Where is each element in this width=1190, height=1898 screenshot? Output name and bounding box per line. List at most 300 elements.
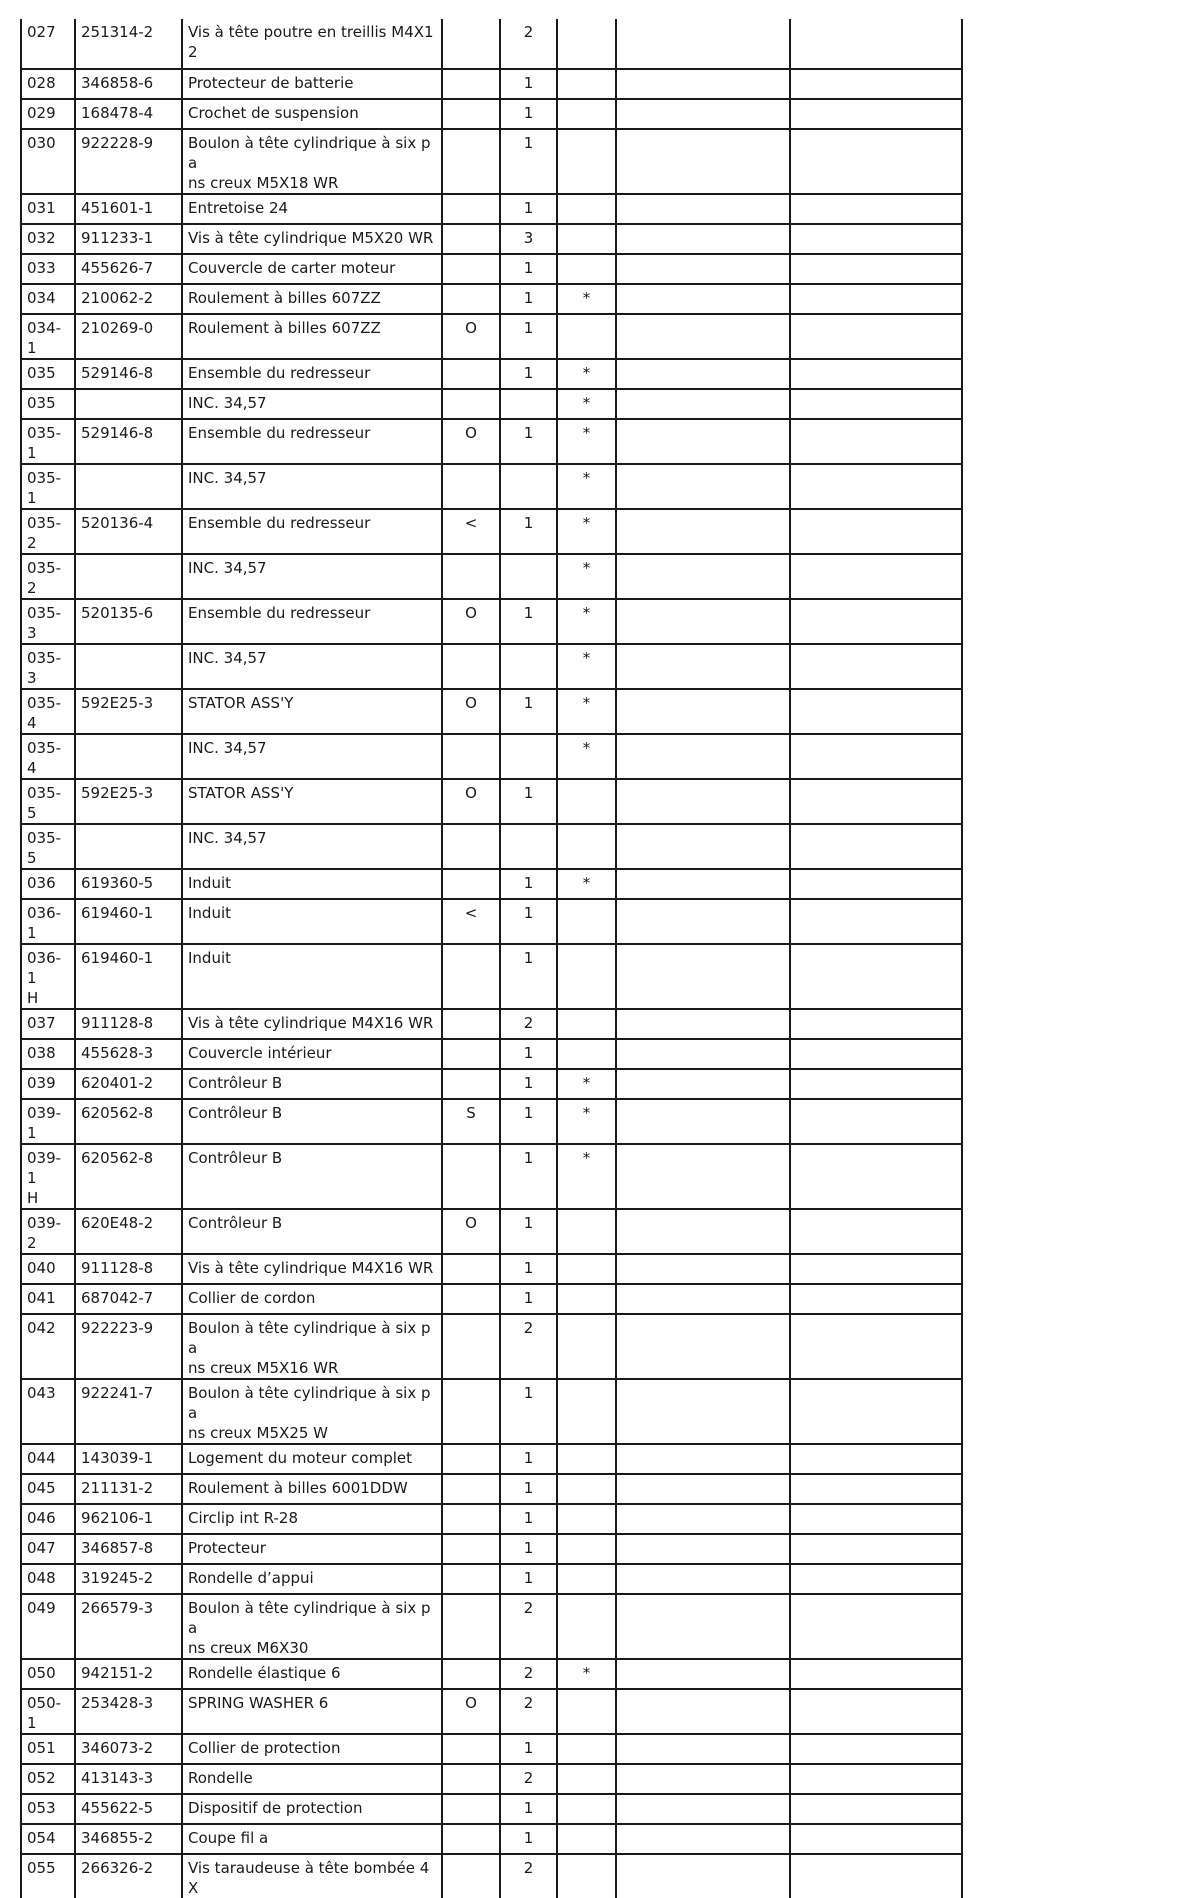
note-cell: O — [442, 1689, 500, 1734]
mark-cell — [557, 224, 616, 254]
description-cell: Roulement à billes 607ZZ — [182, 284, 442, 314]
part-number-cell: 253428-3 — [75, 1689, 182, 1734]
item-number-cell: 052 — [21, 1764, 75, 1794]
quantity-cell: 2 — [500, 1689, 557, 1734]
description-cell: Vis à tête cylindrique M4X16 WR — [182, 1009, 442, 1039]
blank-cell — [616, 1794, 790, 1824]
quantity-cell: 1 — [500, 1474, 557, 1504]
blank-cell — [790, 1099, 962, 1144]
quantity-cell: 2 — [500, 1009, 557, 1039]
description-cell: Ensemble du redresseur — [182, 509, 442, 554]
blank-cell — [790, 1009, 962, 1039]
mark-cell — [557, 1794, 616, 1824]
blank-cell — [790, 824, 962, 869]
note-cell — [442, 1284, 500, 1314]
table-row — [21, 1379, 962, 1444]
quantity-cell: 1 — [500, 1069, 557, 1099]
blank-cell — [616, 419, 790, 464]
table-row — [21, 1144, 962, 1209]
blank-cell — [790, 314, 962, 359]
blank-cell — [616, 1764, 790, 1794]
note-cell — [442, 1659, 500, 1689]
quantity-cell: 1 — [500, 1254, 557, 1284]
note-cell — [442, 1144, 500, 1209]
description-cell: Rondelle élastique 6 — [182, 1659, 442, 1689]
mark-cell: * — [557, 389, 616, 419]
part-number-cell: 620401-2 — [75, 1069, 182, 1099]
part-number-cell: 211131-2 — [75, 1474, 182, 1504]
mark-cell: * — [557, 869, 616, 899]
mark-cell: * — [557, 554, 616, 599]
part-number-cell — [75, 464, 182, 509]
quantity-cell: 1 — [500, 1284, 557, 1314]
blank-cell — [616, 69, 790, 99]
quantity-cell: 1 — [500, 779, 557, 824]
table-row — [21, 1734, 962, 1764]
item-number-cell: 036 — [21, 869, 75, 899]
table-row — [21, 1039, 962, 1069]
description-cell: STATOR ASS'Y — [182, 779, 442, 824]
part-number-cell: 619460-1 — [75, 899, 182, 944]
table-row — [21, 69, 962, 99]
quantity-cell: 1 — [500, 1564, 557, 1594]
mark-cell — [557, 1474, 616, 1504]
table-row — [21, 1009, 962, 1039]
table-row — [21, 194, 962, 224]
description-cell: Collier de cordon — [182, 1284, 442, 1314]
blank-cell — [790, 1254, 962, 1284]
mark-cell — [557, 1039, 616, 1069]
blank-cell — [790, 1144, 962, 1209]
blank-cell — [616, 464, 790, 509]
quantity-cell: 1 — [500, 69, 557, 99]
mark-cell: * — [557, 1659, 616, 1689]
mark-cell: * — [557, 1069, 616, 1099]
description-cell: STATOR ASS'Y — [182, 689, 442, 734]
note-cell: O — [442, 419, 500, 464]
blank-cell — [616, 389, 790, 419]
mark-cell — [557, 1764, 616, 1794]
table-row — [21, 1099, 962, 1144]
item-number-cell: 032 — [21, 224, 75, 254]
blank-cell — [790, 1474, 962, 1504]
part-number-cell: 942151-2 — [75, 1659, 182, 1689]
blank-cell — [790, 19, 962, 69]
table-row — [21, 1284, 962, 1314]
part-number-cell: 620562-8 — [75, 1144, 182, 1209]
part-number-cell: 911128-8 — [75, 1009, 182, 1039]
item-number-cell: 047 — [21, 1534, 75, 1564]
blank-cell — [790, 129, 962, 194]
mark-cell — [557, 1009, 616, 1039]
table-row — [21, 359, 962, 389]
item-number-cell: 030 — [21, 129, 75, 194]
item-number-cell: 041 — [21, 1284, 75, 1314]
blank-cell — [616, 1039, 790, 1069]
item-number-cell: 029 — [21, 99, 75, 129]
blank-cell — [790, 644, 962, 689]
quantity-cell — [500, 389, 557, 419]
mark-cell — [557, 99, 616, 129]
quantity-cell: 1 — [500, 284, 557, 314]
part-number-cell: 619460-1 — [75, 944, 182, 1009]
note-cell — [442, 1504, 500, 1534]
quantity-cell: 1 — [500, 1099, 557, 1144]
part-number-cell: 911128-8 — [75, 1254, 182, 1284]
part-number-cell: 143039-1 — [75, 1444, 182, 1474]
quantity-cell: 1 — [500, 1824, 557, 1854]
quantity-cell: 2 — [500, 1854, 557, 1898]
description-cell: INC. 34,57 — [182, 389, 442, 419]
description-cell: Circlip int R-28 — [182, 1504, 442, 1534]
blank-cell — [616, 944, 790, 1009]
quantity-cell: 1 — [500, 419, 557, 464]
blank-cell — [616, 644, 790, 689]
item-number-cell: 039 — [21, 1069, 75, 1099]
description-cell: Contrôleur B — [182, 1099, 442, 1144]
blank-cell — [616, 1144, 790, 1209]
quantity-cell: 1 — [500, 869, 557, 899]
quantity-cell: 1 — [500, 254, 557, 284]
table-row — [21, 1824, 962, 1854]
blank-cell — [616, 1734, 790, 1764]
quantity-cell: 1 — [500, 899, 557, 944]
blank-cell — [616, 1254, 790, 1284]
description-cell: Coupe fil a — [182, 1824, 442, 1854]
part-number-cell: 911233-1 — [75, 224, 182, 254]
blank-cell — [790, 1854, 962, 1898]
mark-cell — [557, 1734, 616, 1764]
blank-cell — [790, 869, 962, 899]
note-cell: O — [442, 1209, 500, 1254]
quantity-cell: 1 — [500, 1379, 557, 1444]
note-cell — [442, 389, 500, 419]
mark-cell — [557, 1254, 616, 1284]
note-cell — [442, 1254, 500, 1284]
note-cell — [442, 1474, 500, 1504]
description-cell: INC. 34,57 — [182, 554, 442, 599]
table-row — [21, 19, 962, 69]
part-number-cell: 520135-6 — [75, 599, 182, 644]
table-row — [21, 779, 962, 824]
item-number-cell: 051 — [21, 1734, 75, 1764]
blank-cell — [790, 1209, 962, 1254]
note-cell — [442, 944, 500, 1009]
part-number-cell: 346073-2 — [75, 1734, 182, 1764]
table-row — [21, 1564, 962, 1594]
blank-cell — [790, 944, 962, 1009]
table-row — [21, 899, 962, 944]
table-row — [21, 99, 962, 129]
table-row — [21, 824, 962, 869]
note-cell: S — [442, 1099, 500, 1144]
table-row — [21, 1209, 962, 1254]
item-number-cell: 037 — [21, 1009, 75, 1039]
parts-table-body — [21, 19, 962, 1898]
item-number-cell: 035-4 — [21, 734, 75, 779]
blank-cell — [616, 254, 790, 284]
part-number-cell: 687042-7 — [75, 1284, 182, 1314]
item-number-cell: 050 — [21, 1659, 75, 1689]
item-number-cell: 036-1 H — [21, 944, 75, 1009]
blank-cell — [616, 1854, 790, 1898]
part-number-cell: 529146-8 — [75, 419, 182, 464]
part-number-cell: 529146-8 — [75, 359, 182, 389]
description-cell: Vis à tête cylindrique M5X20 WR — [182, 224, 442, 254]
part-number-cell: 413143-3 — [75, 1764, 182, 1794]
blank-cell — [790, 689, 962, 734]
description-cell: Roulement à billes 6001DDW — [182, 1474, 442, 1504]
item-number-cell: 045 — [21, 1474, 75, 1504]
blank-cell — [790, 1594, 962, 1659]
table-row — [21, 1444, 962, 1474]
blank-cell — [790, 1504, 962, 1534]
note-cell — [442, 1764, 500, 1794]
description-cell: INC. 34,57 — [182, 644, 442, 689]
note-cell — [442, 284, 500, 314]
blank-cell — [616, 824, 790, 869]
mark-cell: * — [557, 1144, 616, 1209]
quantity-cell: 2 — [500, 19, 557, 69]
mark-cell: * — [557, 644, 616, 689]
description-cell: Logement du moteur complet — [182, 1444, 442, 1474]
mark-cell: * — [557, 1099, 616, 1144]
item-number-cell: 039-2 — [21, 1209, 75, 1254]
item-number-cell: 035-5 — [21, 824, 75, 869]
note-cell — [442, 1534, 500, 1564]
mark-cell: * — [557, 734, 616, 779]
note-cell — [442, 359, 500, 389]
note-cell — [442, 1039, 500, 1069]
table-row — [21, 254, 962, 284]
description-cell: Induit — [182, 944, 442, 1009]
mark-cell: * — [557, 689, 616, 734]
table-row — [21, 314, 962, 359]
mark-cell — [557, 1564, 616, 1594]
blank-cell — [790, 284, 962, 314]
table-row — [21, 419, 962, 464]
part-number-cell — [75, 734, 182, 779]
quantity-cell: 1 — [500, 1504, 557, 1534]
part-number-cell — [75, 389, 182, 419]
item-number-cell: 044 — [21, 1444, 75, 1474]
item-number-cell: 042 — [21, 1314, 75, 1379]
note-cell: O — [442, 599, 500, 644]
blank-cell — [616, 689, 790, 734]
item-number-cell: 035-2 — [21, 554, 75, 599]
blank-cell — [616, 509, 790, 554]
note-cell — [442, 824, 500, 869]
table-row — [21, 599, 962, 644]
item-number-cell: 038 — [21, 1039, 75, 1069]
quantity-cell: 1 — [500, 944, 557, 1009]
description-cell: Boulon à tête cylindrique à six pa ns creux M5X16 WR — [182, 1314, 442, 1379]
description-cell: Protecteur — [182, 1534, 442, 1564]
blank-cell — [616, 359, 790, 389]
note-cell — [442, 1009, 500, 1039]
blank-cell — [790, 419, 962, 464]
table-row — [21, 1314, 962, 1379]
blank-cell — [616, 1824, 790, 1854]
blank-cell — [790, 734, 962, 779]
item-number-cell: 039-1 — [21, 1099, 75, 1144]
quantity-cell: 1 — [500, 689, 557, 734]
note-cell — [442, 1854, 500, 1898]
blank-cell — [790, 1564, 962, 1594]
blank-cell — [790, 599, 962, 644]
quantity-cell: 1 — [500, 1534, 557, 1564]
table-row — [21, 1689, 962, 1734]
description-cell: Ensemble du redresseur — [182, 419, 442, 464]
blank-cell — [790, 99, 962, 129]
item-number-cell: 035-3 — [21, 644, 75, 689]
blank-cell — [616, 284, 790, 314]
blank-cell — [616, 1444, 790, 1474]
table-row — [21, 1854, 962, 1898]
note-cell — [442, 224, 500, 254]
blank-cell — [616, 19, 790, 69]
description-cell: Dispositif de protection — [182, 1794, 442, 1824]
blank-cell — [790, 1039, 962, 1069]
part-number-cell: 455628-3 — [75, 1039, 182, 1069]
blank-cell — [790, 1734, 962, 1764]
part-number-cell: 962106-1 — [75, 1504, 182, 1534]
table-row — [21, 944, 962, 1009]
description-cell: Rondelle d’appui — [182, 1564, 442, 1594]
mark-cell — [557, 1824, 616, 1854]
quantity-cell: 1 — [500, 359, 557, 389]
mark-cell — [557, 1314, 616, 1379]
blank-cell — [616, 1009, 790, 1039]
mark-cell: * — [557, 284, 616, 314]
note-cell — [442, 194, 500, 224]
mark-cell — [557, 899, 616, 944]
part-number-cell: 619360-5 — [75, 869, 182, 899]
part-number-cell: 455622-5 — [75, 1794, 182, 1824]
blank-cell — [616, 779, 790, 824]
part-number-cell: 210062-2 — [75, 284, 182, 314]
mark-cell — [557, 19, 616, 69]
description-cell: Contrôleur B — [182, 1144, 442, 1209]
mark-cell — [557, 194, 616, 224]
blank-cell — [616, 129, 790, 194]
part-number-cell: 319245-2 — [75, 1564, 182, 1594]
blank-cell — [616, 1534, 790, 1564]
item-number-cell: 035 — [21, 359, 75, 389]
table-row — [21, 509, 962, 554]
mark-cell — [557, 1444, 616, 1474]
quantity-cell: 1 — [500, 314, 557, 359]
note-cell — [442, 1794, 500, 1824]
note-cell — [442, 464, 500, 509]
part-number-cell: 922223-9 — [75, 1314, 182, 1379]
part-number-cell: 922228-9 — [75, 129, 182, 194]
quantity-cell: 2 — [500, 1594, 557, 1659]
quantity-cell: 3 — [500, 224, 557, 254]
table-row — [21, 224, 962, 254]
note-cell: O — [442, 779, 500, 824]
description-cell: Contrôleur B — [182, 1209, 442, 1254]
quantity-cell: 1 — [500, 129, 557, 194]
description-cell: Rondelle — [182, 1764, 442, 1794]
note-cell — [442, 1379, 500, 1444]
mark-cell — [557, 1854, 616, 1898]
quantity-cell: 1 — [500, 1039, 557, 1069]
blank-cell — [790, 1284, 962, 1314]
table-row — [21, 389, 962, 419]
blank-cell — [790, 1764, 962, 1794]
description-cell: Ensemble du redresseur — [182, 599, 442, 644]
part-number-cell: 520136-4 — [75, 509, 182, 554]
item-number-cell: 034-1 — [21, 314, 75, 359]
part-number-cell: 266326-2 — [75, 1854, 182, 1898]
blank-cell — [790, 224, 962, 254]
mark-cell: * — [557, 599, 616, 644]
quantity-cell: 2 — [500, 1314, 557, 1379]
mark-cell: * — [557, 464, 616, 509]
description-cell: Boulon à tête cylindrique à six pa ns creux M6X30 — [182, 1594, 442, 1659]
blank-cell — [790, 1379, 962, 1444]
note-cell: < — [442, 899, 500, 944]
item-number-cell: 035-1 — [21, 464, 75, 509]
blank-cell — [616, 1209, 790, 1254]
description-cell: Ensemble du redresseur — [182, 359, 442, 389]
part-number-cell: 592E25-3 — [75, 779, 182, 824]
description-cell: INC. 34,57 — [182, 464, 442, 509]
item-number-cell: 053 — [21, 1794, 75, 1824]
description-cell: Couvercle intérieur — [182, 1039, 442, 1069]
blank-cell — [790, 359, 962, 389]
description-cell: Contrôleur B — [182, 1069, 442, 1099]
description-cell: Vis taraudeuse à tête bombée 4X — [182, 1854, 442, 1898]
note-cell — [442, 1824, 500, 1854]
mark-cell — [557, 1689, 616, 1734]
part-number-cell: 455626-7 — [75, 254, 182, 284]
note-cell — [442, 644, 500, 689]
table-row — [21, 1659, 962, 1689]
note-cell — [442, 69, 500, 99]
part-number-cell: 251314-2 — [75, 19, 182, 69]
blank-cell — [616, 1659, 790, 1689]
table-row — [21, 1764, 962, 1794]
blank-cell — [790, 1824, 962, 1854]
note-cell — [442, 734, 500, 779]
blank-cell — [790, 1444, 962, 1474]
mark-cell: * — [557, 359, 616, 389]
note-cell — [442, 1069, 500, 1099]
blank-cell — [790, 1659, 962, 1689]
description-cell: Vis à tête cylindrique M4X16 WR — [182, 1254, 442, 1284]
table-row — [21, 464, 962, 509]
blank-cell — [616, 314, 790, 359]
quantity-cell: 2 — [500, 1764, 557, 1794]
description-cell: Vis à tête poutre en treillis M4X1 2 — [182, 19, 442, 69]
item-number-cell: 035-5 — [21, 779, 75, 824]
description-cell: Roulement à billes 607ZZ — [182, 314, 442, 359]
blank-cell — [616, 1504, 790, 1534]
quantity-cell: 1 — [500, 194, 557, 224]
item-number-cell: 043 — [21, 1379, 75, 1444]
blank-cell — [616, 734, 790, 779]
table-row — [21, 1474, 962, 1504]
table-row — [21, 644, 962, 689]
blank-cell — [616, 1099, 790, 1144]
parts-table — [20, 19, 963, 1898]
item-number-cell: 035-1 — [21, 419, 75, 464]
part-number-cell — [75, 554, 182, 599]
note-cell — [442, 1594, 500, 1659]
blank-cell — [616, 599, 790, 644]
